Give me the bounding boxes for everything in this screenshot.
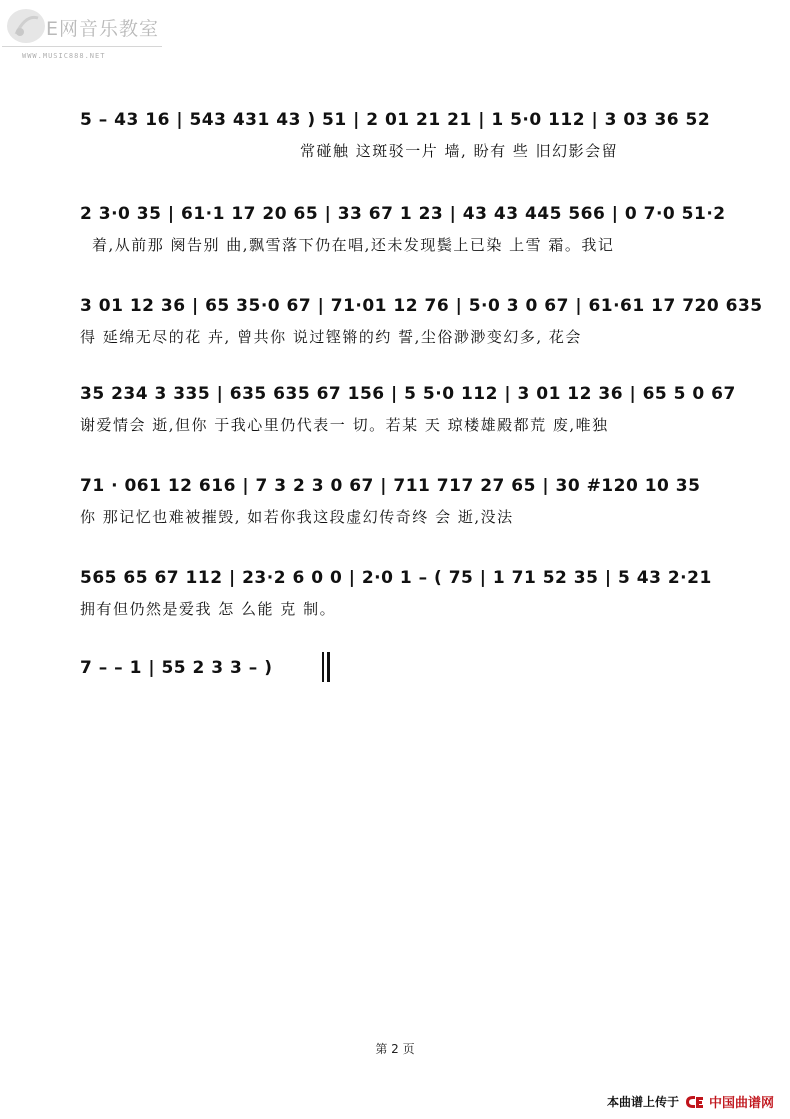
page-number: 第 2 页 [375,1042,415,1056]
lyrics-line: 你 那记忆也难被摧毁, 如若你我这段虚幻传奇终 会 逝,没法 [80,508,514,526]
footer [607,1092,774,1111]
watermark-url: WWW.MUSIC888.NET [22,52,106,60]
lyrics-line: 谢爱情会 逝,但你 于我心里仍代表一 切。若某 天 琼楼雄殿都荒 废,唯独 [80,416,609,434]
site-logo-icon [683,1094,705,1110]
lyrics-line: 拥有但仍然是爱我 怎 么能 克 制。 [80,600,337,618]
lyrics-line: 得 延绵无尽的花 卉, 曾共你 说过铿锵的约 誓,尘俗渺渺变幻多, 花会 [80,328,582,346]
notes-line: 35 234 3 335 | 635 635 67 156 | 5 5·0 112 | 3 01 12 36 | 65 5 0 67 [80,384,736,404]
lyrics-line: 常碰触 这斑驳一片 墙, 盼有 些 旧幻影会留 [300,142,619,160]
music-note-logo-icon [4,4,48,46]
notes-line: 565 65 67 112 | 23·2 6 0 0 | 2·0 1 – ( 75 | 1 71 52 35 | 5 43 2·21 [80,568,712,588]
final-barline [322,652,331,682]
notes-line: 5 – 43 16 | 543 431 43 ) 51 | 2 01 21 21 | 1 5·0 112 | 3 03 36 52 [80,110,711,130]
notes-line: 7 – – 1 | 55 2 3 3 – ) [80,658,273,678]
notes-line: 71 · 061 12 616 | 7 3 2 3 0 67 | 711 717 27 65 | 30 #120 10 35 [80,476,701,496]
site-logo-text: 中国曲谱网 [708,1096,774,1111]
notes-line: 3 01 12 36 | 65 35·0 67 | 71·01 12 76 | 5·0 3 0 67 | 61·61 17 720 635 [80,296,763,316]
watermark-title: E网音乐教室 [46,18,160,40]
watermark [0,0,170,62]
notes-line: 2 3·0 35 | 61·1 17 20 65 | 33 67 1 23 | 43 43 445 566 | 0 7·0 51·2 [80,204,726,224]
lyrics-line: 着,从前那 阕告别 曲,飘雪落下仍在唱,还未发现鬓上已染 上雪 霜。我记 [92,236,615,254]
watermark-divider [2,46,162,47]
upload-text: 本曲谱上传于 [606,1095,679,1109]
